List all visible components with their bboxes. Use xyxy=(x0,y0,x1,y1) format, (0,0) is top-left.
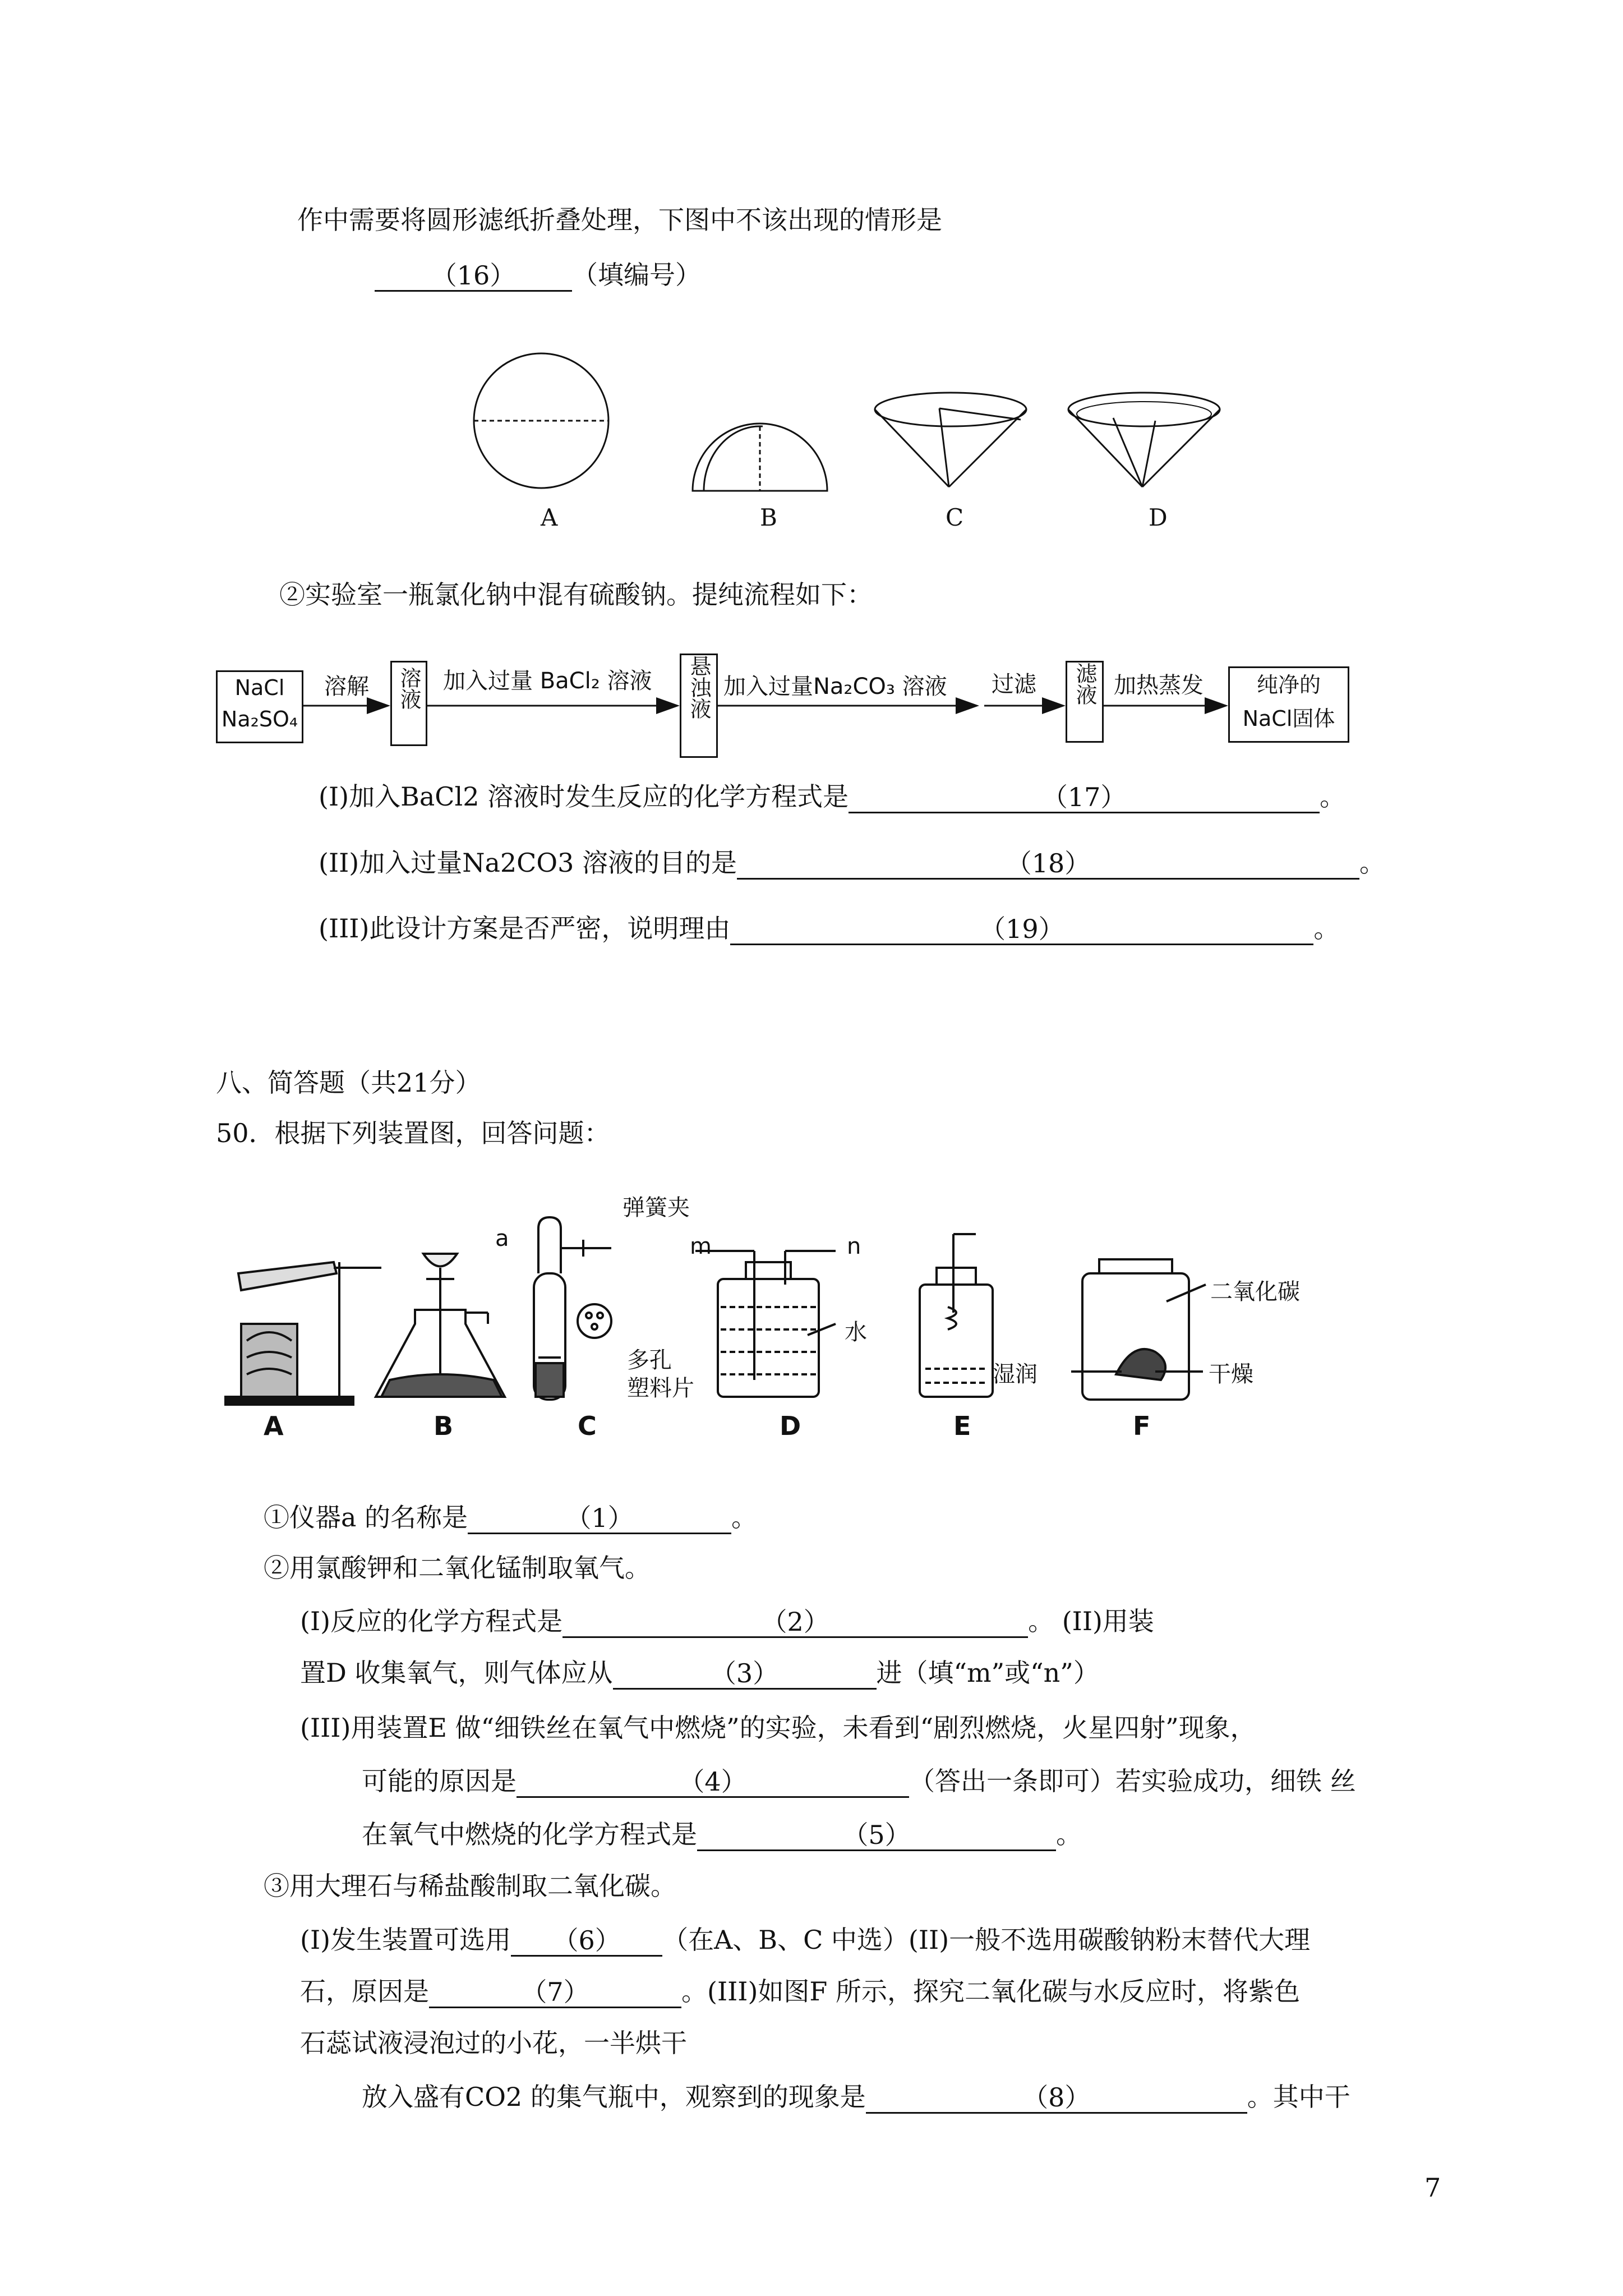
label-wet: 湿润 xyxy=(993,1361,1038,1387)
question-1-text: ①仪器a 的名称是 xyxy=(264,1502,468,1533)
page-number: 7 xyxy=(1424,2173,1441,2203)
label-spring-clip: 弹簧夹 xyxy=(623,1195,690,1221)
apparatus-label-b: B xyxy=(434,1411,454,1441)
question-5-text: 在氧气中燃烧的化学方程式是 xyxy=(362,1819,697,1849)
flow-start-line2: Na₂SO₄ xyxy=(221,707,298,731)
question-2-title: ②用氯酸钾和二氧化锰制取氧气。 xyxy=(264,1553,651,1583)
question-7-line3: 石蕊试液浸泡过的小花，一半烘干 xyxy=(300,2028,687,2058)
question-50-title: 50．根据下列装置图，回答问题： xyxy=(216,1118,610,1148)
q1-period: 。 xyxy=(731,1502,758,1533)
flow-end-line2: NaCl固体 xyxy=(1242,706,1335,731)
question-17-text: (I)加入BaCl2 溶液时发生反应的化学方程式是 xyxy=(319,781,849,812)
label-co2: 二氧化碳 xyxy=(1210,1279,1300,1305)
blank-2[interactable]: （2） xyxy=(562,1605,1028,1638)
question-7-row xyxy=(300,1975,1300,2008)
apparatus-label-d: D xyxy=(780,1411,801,1441)
question-7-post: 。(III)如图F 所示，探究二氧化碳与水反应时，将紫色 xyxy=(681,1976,1300,2007)
blank-7[interactable]: （7） xyxy=(429,1975,681,2008)
question-2-ii-text: 。 (II)用装 xyxy=(1028,1606,1154,1636)
q19-period: 。 xyxy=(1313,913,1340,944)
blank-16[interactable]: （16） xyxy=(375,259,572,292)
apparatus-d xyxy=(695,1251,836,1397)
apparatus-figure xyxy=(224,1212,1290,1458)
label-dry: 干燥 xyxy=(1209,1361,1253,1387)
question-2-text: (I)反应的化学方程式是 xyxy=(300,1606,563,1636)
flow-arrows xyxy=(0,0,1623,785)
label-a-funnel: a xyxy=(495,1226,509,1251)
question-17-row xyxy=(319,780,1345,813)
apparatus-f xyxy=(1071,1259,1206,1400)
question-7-text: 石，原因是 xyxy=(300,1976,429,2007)
label-n: n xyxy=(847,1234,861,1259)
section-heading: 八、简答题（共21分） xyxy=(216,1068,481,1098)
question-1-row xyxy=(264,1501,757,1534)
question-5-row xyxy=(362,1818,1082,1851)
question-6-text: (I)发生装置可选用 xyxy=(300,1925,511,1955)
question-co2-title: ③用大理石与稀盐酸制取二氧化碳。 xyxy=(264,1871,676,1901)
apparatus-b xyxy=(376,1254,505,1397)
fill-hint: （填编号） xyxy=(572,260,701,290)
blank-5[interactable]: （5） xyxy=(697,1818,1056,1851)
question-2-row xyxy=(300,1604,1154,1638)
question-6-post: （在A、B、C 中选）(II)一般不选用碳酸钠粉末替代大理 xyxy=(662,1925,1311,1955)
question-3-text: 置D 收集氧气，则气体应从 xyxy=(300,1658,613,1688)
label-porous-1: 多孔 xyxy=(627,1347,672,1373)
flow-end-line1: 纯净的 xyxy=(1256,673,1321,697)
figure-label-c: C xyxy=(946,504,964,531)
blank-4[interactable]: （4） xyxy=(517,1765,909,1798)
question-4-post: （答出一条即可）若实验成功，细铁 丝 xyxy=(909,1766,1356,1796)
q18-period: 。 xyxy=(1359,848,1385,878)
q17-period: 。 xyxy=(1320,781,1346,812)
question-19-row xyxy=(319,912,1339,945)
apparatus-c xyxy=(534,1217,611,1400)
blank-1[interactable]: （1） xyxy=(468,1501,731,1534)
flow-step-na2co3: 加入过量Na₂CO₃ 溶液 xyxy=(723,674,947,700)
blank-6[interactable]: （6） xyxy=(511,1924,662,1957)
blank-18[interactable]: （18） xyxy=(737,846,1359,880)
apparatus-label-c: C xyxy=(578,1411,597,1441)
blank-3[interactable]: （3） xyxy=(613,1657,877,1690)
question-4-row xyxy=(362,1764,1356,1798)
question-3-row xyxy=(300,1656,1099,1690)
label-porous-2: 塑料片 xyxy=(627,1375,694,1401)
flow-step-evaporate: 加热蒸发 xyxy=(1114,673,1204,698)
purify-intro: ②实验室一瓶氯化钠中混有硫酸钠。提纯流程如下： xyxy=(279,579,873,610)
question-19-text: (III)此设计方案是否严密，说明理由 xyxy=(319,913,731,944)
flow-step-bacl2: 加入过量 BaCl₂ 溶液 xyxy=(443,668,652,694)
flow-step-filter: 过滤 xyxy=(992,671,1036,697)
label-water: 水 xyxy=(845,1319,867,1345)
flow-step-dissolve: 溶解 xyxy=(324,674,369,700)
question-4-text: 可能的原因是 xyxy=(362,1766,517,1796)
question-text-line1: 作中需要将圆形滤纸折叠处理，下图中不该出现的情形是 xyxy=(297,205,942,235)
blank-8[interactable]: （8） xyxy=(866,2081,1247,2114)
figure-label-d: D xyxy=(1149,504,1168,531)
blank-17[interactable]: （17） xyxy=(849,780,1320,813)
blank-19[interactable]: （19） xyxy=(730,912,1313,945)
apparatus-label-e: E xyxy=(953,1411,971,1441)
question-4-line1: (III)用装置E 做“细铁丝在氧气中燃烧”的实验，未看到“剧烈燃烧，火星四射”现象， xyxy=(300,1713,1256,1743)
flow-box-suspension-label: 悬浊液 xyxy=(686,655,711,719)
figure-label-a: A xyxy=(541,504,558,531)
question-8-row xyxy=(362,2080,1350,2114)
question-6-row xyxy=(300,1923,1310,1957)
label-m: m xyxy=(690,1234,712,1259)
apparatus-label-a: A xyxy=(264,1411,284,1441)
flow-start-line1: NaCl xyxy=(234,675,285,700)
apparatus-e xyxy=(920,1234,993,1397)
flow-box-filtrate-label: 滤液 xyxy=(1072,662,1097,705)
question-3-post: 进（填“m”或“n”） xyxy=(876,1658,1099,1688)
apparatus-a xyxy=(224,1262,381,1405)
question-8-text: 放入盛有CO2 的集气瓶中，观察到的现象是 xyxy=(362,2082,866,2112)
flow-box-solution-label: 溶液 xyxy=(396,667,421,710)
question-18-text: (II)加入过量Na2CO3 溶液的目的是 xyxy=(319,848,737,878)
question-18-row xyxy=(319,846,1385,880)
figure-label-b: B xyxy=(760,504,777,531)
question-8-post: 。其中干 xyxy=(1247,2082,1350,2112)
q5-period: 。 xyxy=(1056,1819,1082,1849)
apparatus-label-f: F xyxy=(1133,1411,1151,1441)
